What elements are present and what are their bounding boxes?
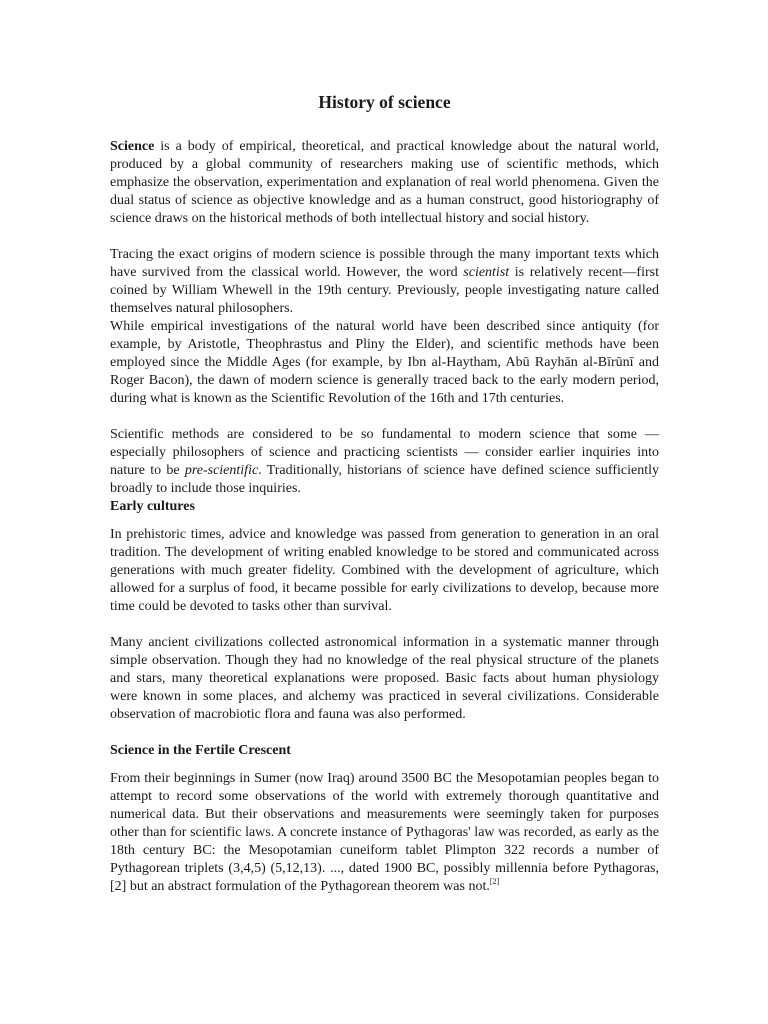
- paragraph-science-definition: [110, 138, 659, 228]
- section-heading-fertile-crescent: Science in the Fertile Crescent: [110, 743, 291, 758]
- paragraph-text: From their beginnings in Sumer (now Iraq) around 3500 BC the Mesopotamian peoples began to attempt to record some observations of the world with extremely thorough quantitative and numerical data. But their observations and measurements were seemingly taken for purposes other than for scientific laws. A concrete instance of Pythagoras' law was recorded, as early as the 18th century BC: the Mesopotamian cuneiform tablet Plimpton 322 records a number of Pythagorean triplets (3,4,5) (5,12,13). ..., dated 1900 BC, possibly millennia before Pythagoras, [2] but an abstract formulation of the Pythagorean theorem was not.: [110, 771, 659, 894]
- section-heading-early-cultures: Early cultures: [110, 499, 195, 514]
- page-title: History of science: [318, 92, 451, 112]
- paragraph-text: Scientific methods are considered to be so fundamental to modern science that some — especially philosophers of science and practicing scientists — consider earlier inquiries into nature to be: [110, 427, 659, 478]
- paragraph-text: is relatively recent—first coined by William Whewell in the 19th century. Previously, people investigating nature called themselves natural philosophers.: [110, 265, 659, 316]
- italic-term-scientist: scientist: [463, 265, 510, 280]
- italic-term-pre-scientific: pre-scientific: [184, 463, 259, 478]
- paragraph-prehistoric: In prehistoric times, advice and knowledge was passed from generation to generation in an oral tradition. The development of writing enabled knowledge to be stored and communicated across generations with much greater fidelity. Combined with the development of agriculture, which allowed for a surplus of food, it became possible for early civilizations to develop, because more time could be devoted to tasks other than survival.: [110, 527, 659, 614]
- paragraph-scientific-methods: [110, 426, 659, 498]
- paragraph-ancient-civilizations: Many ancient civilizations collected astronomical information in a systematic manner through simple observation. Though they had no knowledge of the real physical structure of the planets and stars, many theoretical explanations were proposed. Basic facts about human physiology were known in some places, and alchemy was practiced in several civilizations. Considerable observation of macrobiotic flora and fauna was also performed.: [110, 635, 659, 722]
- paragraph-mesopotamia: [110, 770, 659, 896]
- paragraph-text: . Traditionally, historians of science have defined science sufficiently broadly to include those inquiries.: [110, 463, 659, 496]
- document-page: [110, 90, 659, 896]
- paragraph-text: is a body of empirical, theoretical, and practical knowledge about the natural world, produced by a global community of researchers making use of scientific methods, which emphasize the observation, experimentation and explanation of real world phenomena. Given the dual status of science as objective knowledge and as a human construct, good historiography of science draws on the historical methods of both intellectual history and social history.: [110, 139, 659, 226]
- paragraph-text: Tracing the exact origins of modern science is possible through the many important texts which have survived from the classical world. However, the word: [110, 247, 659, 280]
- paragraph-origins: [110, 246, 659, 318]
- bold-term-science: Science: [110, 139, 155, 154]
- footnote-reference[interactable]: [2]: [489, 877, 500, 886]
- paragraph-empirical-investigations: While empirical investigations of the natural world have been described since antiquity (for example, by Aristotle, Theophrastus and Pliny the Elder), and scientific methods have been employed since the Middle Ages (for example, by Ibn al-Haytham, Abū Rayhān al-Bīrūnī and Roger Bacon), the dawn of modern science is generally traced back to the early modern period, during what is known as the Scientific Revolution of the 16th and 17th centuries.: [110, 319, 659, 406]
